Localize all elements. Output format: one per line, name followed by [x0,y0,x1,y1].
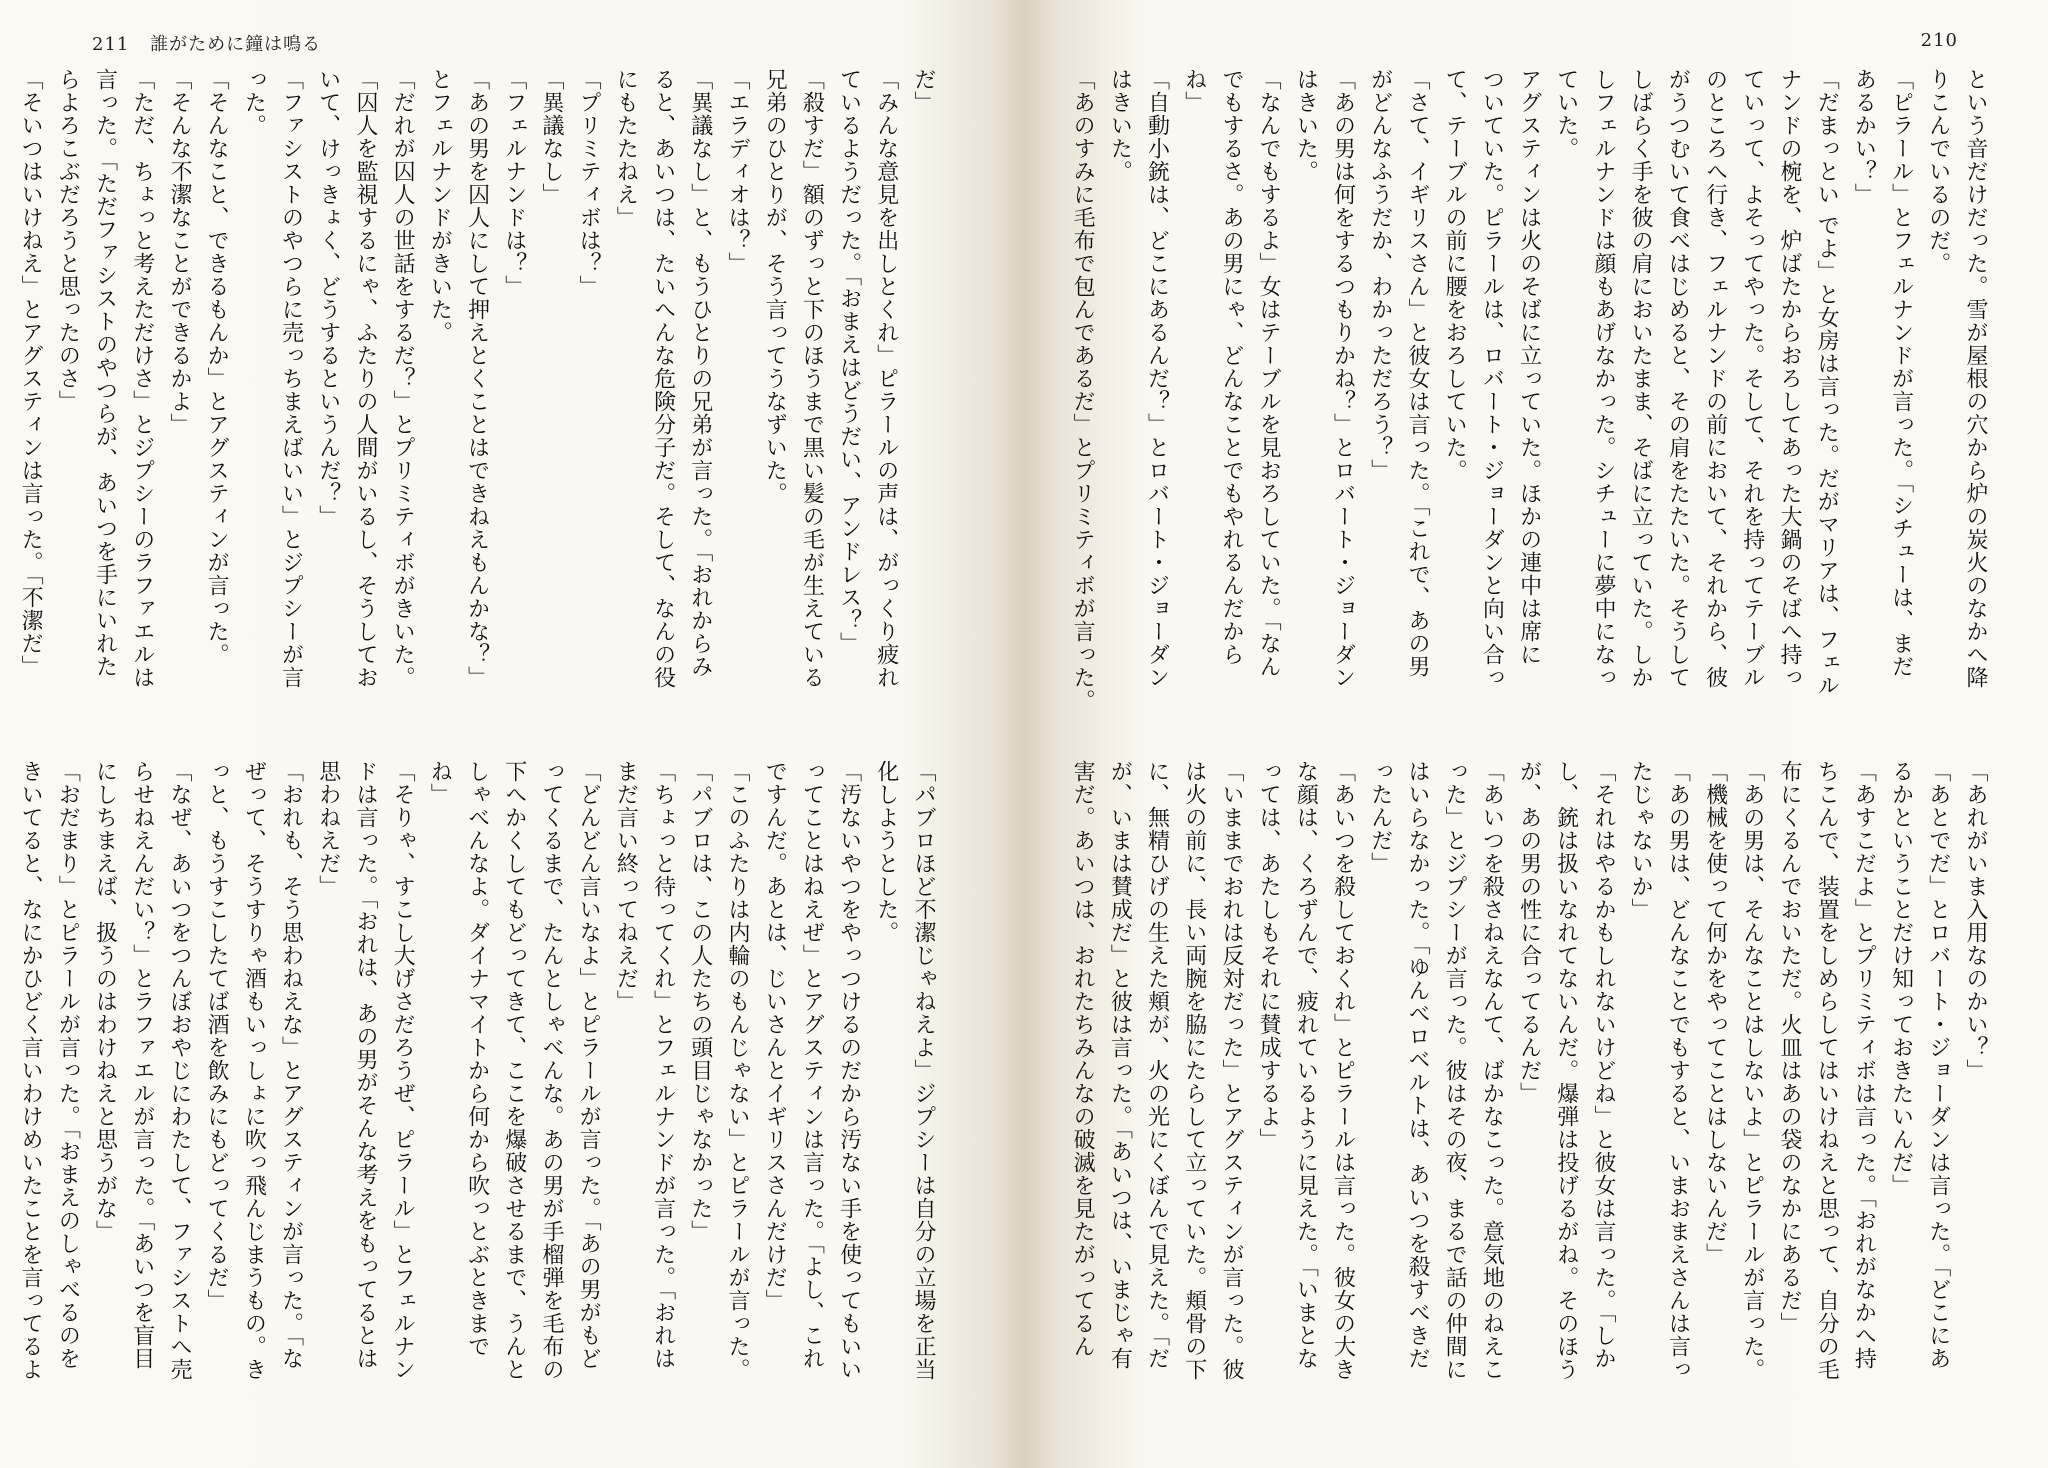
text-line: 「殺すだ」額のずっと下のほうまで黒い髪の毛が生えている [799,68,825,689]
text-line: はいらなかった。「ゆんべロベルトは、あいつを殺すべきだ [1404,760,1430,1370]
page-number-left: 211 [92,34,130,55]
text-line: 下へかくしてもどってきて、ここを爆破させるまで、うんと [501,760,527,1381]
text-line: がどんなふうだか、わかっただろう？」 [1367,68,1393,482]
text-line: ってことはねえぜ」とアグスティンは言った。「よし、これ [799,760,825,1370]
text-line: はきいた。 [1293,68,1319,183]
running-head-left [92,30,321,56]
text-line: は火の前に、長い両腕を脇にたらして立っていた。頬骨の下 [1181,760,1207,1381]
text-line: 思わねえだ」 [315,760,341,898]
text-line: 「プリミティボは？」 [576,68,602,298]
text-line: っと、もうすこしたてば酒を飲みにもどってくるだ」 [204,760,230,1312]
text-line: っては、あたしもそれに賛成するよ」 [1256,760,1282,1151]
text-line: はきいた。 [1107,68,1133,183]
text-line: ているようだった。「おまえはどうだい、アンドレス？」 [836,68,862,655]
text-line: とフェルナンドがきいた。 [427,68,453,344]
text-line: ていって、よそってやった。そして、それを持ってテーブル [1739,68,1765,689]
text-line: 「異議なし」と、もうひとりの兄弟が言った。「おれからみ [687,68,713,678]
text-line: 言った。「ただファシストのやつらが、あいつを手にいれた [92,68,118,678]
text-line: 化しようとした。 [873,760,899,944]
text-line: な顔は、くろずんで、疲れているように見えた。「いまとな [1293,760,1319,1370]
text-line: 「あれがいま入用なのかい？」 [1963,760,1988,1082]
text-line: 「あの男は、どんなことでもすると、いまおまえさんは言っ [1665,760,1691,1381]
text-line: 「あの男は何をするつもりかね？」とロバート・ジョーダン [1330,68,1356,689]
text-line: 「あいつを殺しておくれ」とピラールは言った。彼女の大き [1330,760,1356,1381]
text-line: 「あとでだ」とロバート・ジョーダンは言った。「どこにあ [1925,760,1951,1370]
text-line: 「フェルナンドは？」 [501,68,527,298]
text-line: 「いままでおれは反対だった」とアグスティンが言った。彼 [1218,760,1244,1381]
text-line: 「自動小銃は、どこにあるんだ？」とロバート・ジョーダン [1144,68,1170,689]
text-line: った。 [241,68,267,137]
text-line: という音だけだった。雪が屋根の穴から炉の炭火のなかへ降 [1963,68,1988,689]
text-line: った」とジプシーが言った。彼はその夜、まるで話の仲間に [1442,760,1468,1381]
text-line: ぜって、そうすりゃ酒もいっしょに吹っ飛んじまうもの。き [241,760,267,1381]
text-line: 「あの男は、そんなことはしないよ」とピラールが言った。 [1739,760,1765,1381]
text-line: たじゃないか」 [1628,760,1654,921]
text-line: だ」 [911,68,936,114]
text-line: しばらく手を彼の肩においたまま、そばに立っていた。しか [1628,68,1654,689]
text-line: ドは言った。「おれは、あの男がそんな考えをもってるとは [352,760,378,1370]
text-line: 「そんな不潔なことができるかよ」 [166,68,192,436]
text-line: 「そんなこと、できるもんか」とアグスティンが言った。 [204,68,230,666]
text-line: 「機械を使って何かをやってことはしないんだ」 [1702,760,1728,1266]
right-lower-text [1070,760,1994,1412]
text-line: が、いまは賛成だ」と彼は言った。「あいつは、いまじゃ有 [1107,760,1133,1370]
text-line: ね」 [427,760,453,806]
text-line: きいてると、なにかひどく言いわけめいたことを言ってるよ [18,760,44,1381]
text-line: ですんだ。あとは、じいさんとイギリスさんだけだ」 [762,760,788,1312]
text-line: らよろこぶだろうと思ったのさ」 [55,68,81,413]
right-upper-text [1070,68,1994,720]
text-line: しフェルナンドは顔もあげなかった。シチューに夢中になっ [1590,68,1616,689]
text-line: 「囚人を監視するにゃ、ふたりの人間がいるし、そうしてお [352,68,378,689]
text-line: て、テーブルの前に腰をおろしていた。 [1442,68,1468,482]
text-line: 「ただ、ちょっと考えただけさ」とジプシーのラファエルは [129,68,155,689]
text-line: ついていた。ピラールは、ロバート・ジョーダンと向い合っ [1479,68,1505,689]
text-line: 「ファシストのやつらに売っちまえばいい」とジプシーが言 [278,68,304,689]
text-line: ね」 [1181,68,1207,114]
text-line: るかということだけ知っておきたいんだ」 [1888,760,1914,1197]
text-line: ると、あいつは、たいへんな危険分子だ。そして、なんの役 [650,68,676,689]
left-upper-text [18,68,942,720]
text-line: のところへ行き、フェルナンドの前において、それから、彼 [1702,68,1728,689]
text-line: アグスティンは火のそばに立っていた。ほかの連中は席に [1516,68,1542,666]
text-line: いて、けっきょく、どうするというんだ？」 [315,68,341,528]
text-line: 「ピラール」とフェルナンドが言った。「シチューは、まだ [1888,68,1914,678]
right-page [1024,0,2048,1468]
left-lower-text [18,760,942,1412]
text-line: でもするさ。あの男にゃ、どんなことでもやれるんだから [1218,68,1244,666]
text-line: 「だれが囚人の世話をするだ？」とプリミティボがきいた。 [390,68,416,689]
text-line: 「そいつはいけねえ」とアグスティンは言った。「不潔だ」 [18,68,44,678]
text-line: 布にくるんでおいただ。火皿はあの袋のなかにあるだ」 [1776,760,1802,1335]
text-line: 「だまっとい でよ」と女房は言った。だがマリアは、フェル [1814,68,1840,697]
header-book-title: 誰がために鐘は鳴る [150,34,322,55]
text-line: ていた。 [1553,68,1579,160]
text-line: ちこんで、装置をしめらしてはいけねえと思って、自分の毛 [1814,760,1840,1381]
page-number-right: 210 [1920,30,1958,51]
text-line: 「パブロほど不潔じゃねえよ」ジプシーは自分の立場を正当 [911,760,936,1381]
text-line: 「異議なし」 [538,68,564,206]
text-line: 「おだまり」とピラールが言った。「おまえのしゃべるのを [55,760,81,1370]
text-line: 「あの男を囚人にして押えとくことはできねえもんかな？」 [464,68,490,689]
text-line: ってくるまで、たんとしゃべんな。あの男が手榴弾を毛布の [538,760,564,1381]
text-line: 「パブロは、この人たちの頭目じゃなかった」 [687,760,713,1243]
text-line: 「ちょっと待ってくれ」とフェルナンドが言った。「おれは [650,760,676,1370]
text-line: 害だ。あいつは、おれたちみんなの破滅を見たがってるん [1070,760,1096,1358]
text-line: 「なんでもするよ」女はテーブルを見おろしていた。「なん [1256,68,1282,678]
text-line: あるかい？」 [1851,68,1877,206]
text-line: がうつむいて食べはじめると、その肩をたたいた。そうして [1665,68,1691,689]
text-line: にしちまえば、扱うのはわけねえと思うがな」 [92,760,118,1243]
text-line: 「このふたりは内輪のもんじゃない」とピラールが言った。 [724,760,750,1381]
text-line: ったんだ」 [1367,760,1393,875]
text-line: 「汚ないやつをやっつけるのだから汚ない手を使ってもいい [836,760,862,1381]
text-line: りこんでいるのだ。 [1925,68,1951,275]
text-line: 「どんどん言いなよ」とピラールが言った。「あの男がもど [576,760,602,1370]
text-line: らせねえんだい？」とラファエルが言った。「あいつを盲目 [129,760,155,1370]
text-line: 「みんな意見を出しとくれ」ピラールの声は、がっくり疲れ [873,68,899,689]
text-line: 「エラディオは？」 [724,68,750,275]
running-head-right [1921,30,1958,51]
text-line: 「あのすみに毛布で包んであるだ」とプリミティボが言った。 [1070,68,1096,712]
text-line: しゃべんなよ。ダイナマイトから何から吹っとぶときまで [464,760,490,1358]
text-line: し、銃は扱いなれてないんだ。爆弾は投げるがね。そのほう [1553,760,1579,1381]
text-line: 「おれも、そう思わねえな」とアグスティンが言った。「な [278,760,304,1370]
text-line: まだ言い終ってねえだ」 [613,760,639,1013]
text-line: 「それはやるかもしれないけどね」と彼女は言った。「しか [1590,760,1616,1370]
text-line: 「なぜ、あいつをつんぼおやじにわたして、ファシストへ売 [166,760,192,1381]
text-line: 「あすこだよ」とプリミティボは言った。「おれがなかへ持 [1851,760,1877,1370]
text-line: 「そりゃ、すこし大げさだろうぜ、ピラール」とフェルナン [390,760,416,1381]
text-line: に、無精ひげの生えた頬が、火の光にくぼんで見えた。「だ [1144,760,1170,1370]
text-line: 兄弟のひとりが、そう言ってうなずいた。 [762,68,788,505]
text-line: 「さて、イギリスさん」と彼女は言った。「これで、あの男 [1404,68,1430,678]
text-line: が、あの男の性に合ってるんだ」 [1516,760,1542,1105]
text-line: にもたたねえ」 [613,68,639,229]
text-line: 「あいつを殺さねえなんて、ばかなこった。意気地のねえこ [1479,760,1505,1381]
text-line: ナンドの椀を、炉ばたからおろしてあった大鍋のそばへ持っ [1776,68,1802,689]
